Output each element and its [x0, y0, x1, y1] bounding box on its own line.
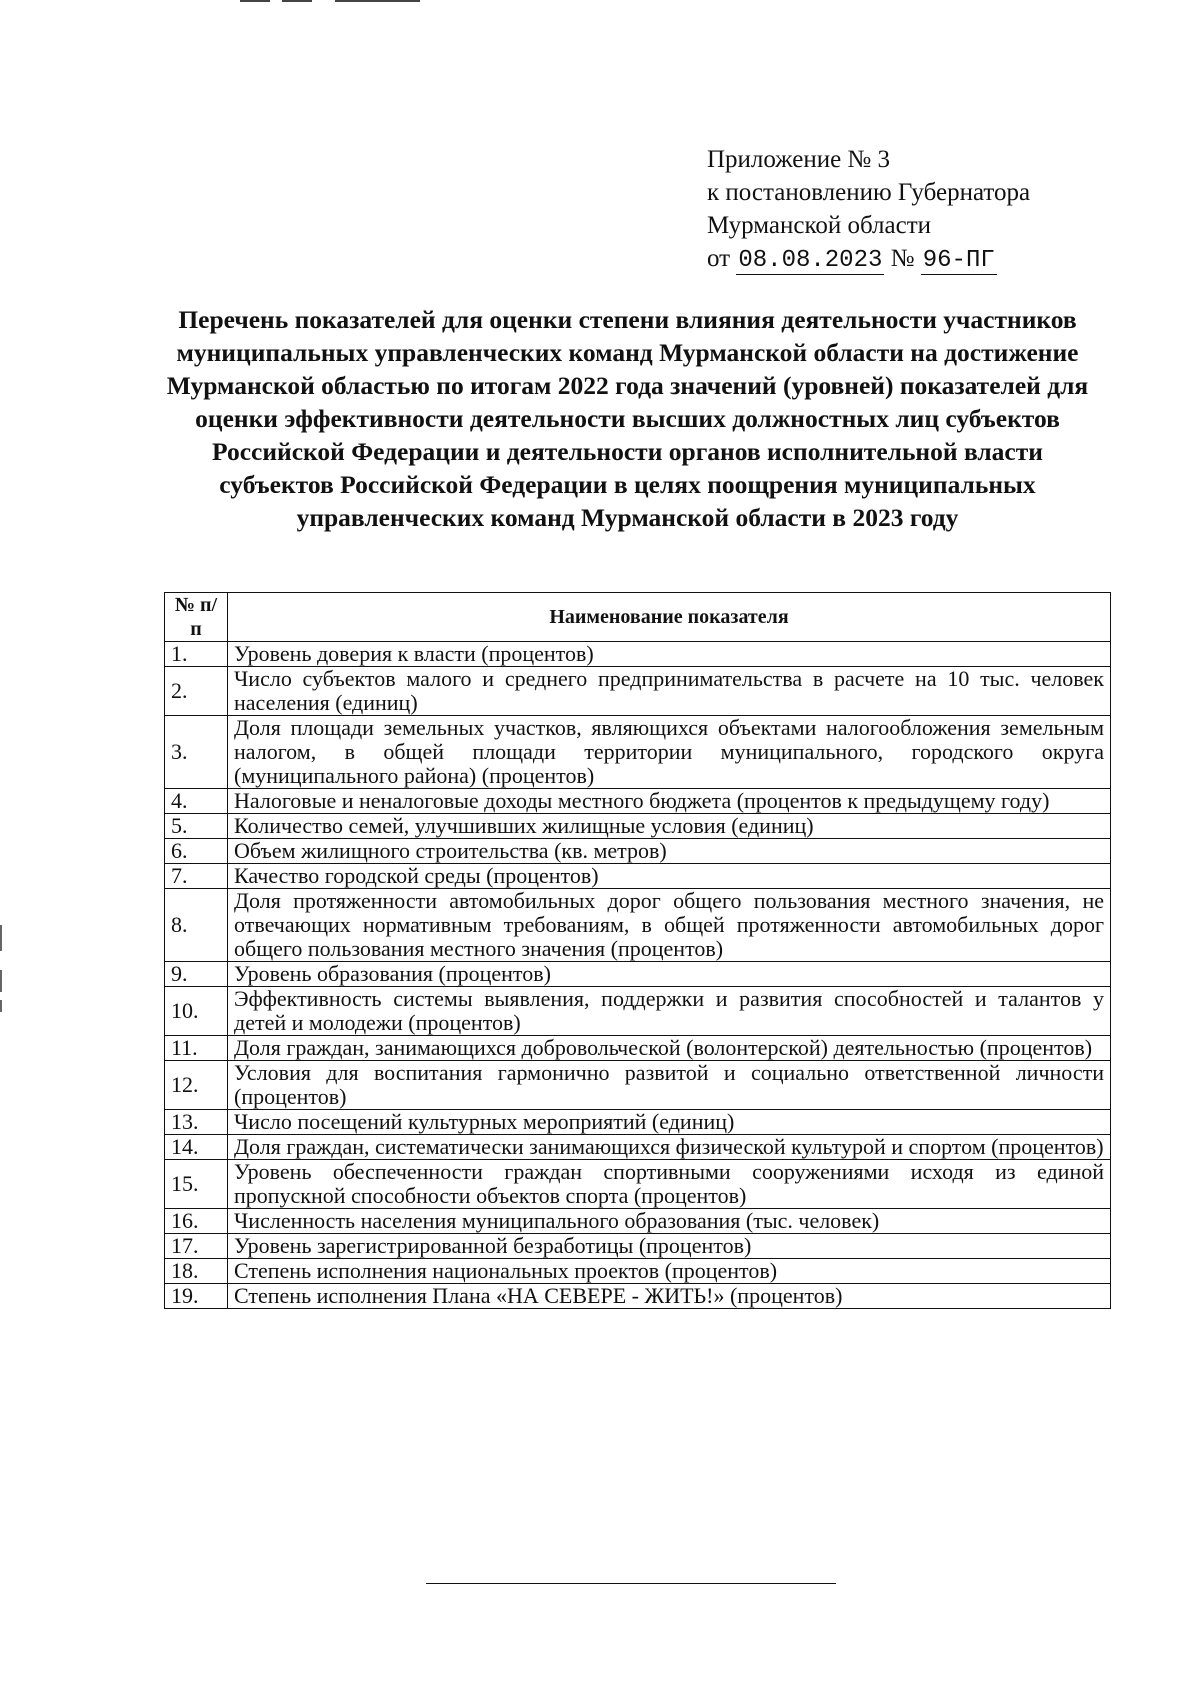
row-number: 14.	[165, 1135, 228, 1160]
row-number: 5.	[165, 814, 228, 839]
indicator-name: Уровень образования (процентов)	[228, 962, 1111, 987]
table-body	[165, 642, 1111, 1309]
indicator-name: Эффективность системы выявления, поддержки и развития способностей и талантов у детей и молодежи (процентов)	[228, 987, 1111, 1036]
indicator-name: Степень исполнения Плана «НА СЕВЕРЕ - ЖИТЬ!» (процентов)	[228, 1284, 1111, 1309]
indicator-name: Условия для воспитания гармонично развитой и социально ответственной личности (процентов)	[228, 1061, 1111, 1110]
indicator-name: Количество семей, улучшивших жилищные условия (единиц)	[228, 814, 1111, 839]
table-row	[165, 1234, 1111, 1259]
table-row	[165, 1160, 1111, 1209]
row-number: 19.	[165, 1284, 228, 1309]
indicator-name: Число посещений культурных мероприятий (единиц)	[228, 1110, 1111, 1135]
row-number: 11.	[165, 1036, 228, 1061]
document-title: Перечень показателей для оценки степени влияния деятельности участников муниципальных управленческих команд Мурманской области на достижение Мурманской областью по итогам 2022 года значений (уровней) показателей для оценки эффективности деятельности высших должностных лиц субъектов Российской Федерации и деятельности органов исполнительной власти субъектов Российской Федерации в целях поощрения муниципальных управленческих команд Мурманской области в 2023 году	[166, 305, 1089, 532]
indicator-name: Доля протяженности автомобильных дорог общего пользования местного значения, не отвечающих нормативным требованиям, в общей протяженности автомобильных дорог общего пользования местного значения (процентов)	[228, 889, 1111, 962]
indicators-table	[164, 592, 1111, 1309]
decree-number: 96-ПГ	[922, 247, 995, 274]
table-row	[165, 987, 1111, 1036]
row-number: 9.	[165, 962, 228, 987]
table-row	[165, 814, 1111, 839]
table-row	[165, 1209, 1111, 1234]
appendix-date-line	[707, 242, 1127, 277]
row-number: 17.	[165, 1234, 228, 1259]
row-number: 12.	[165, 1061, 228, 1110]
row-number: 13.	[165, 1110, 228, 1135]
row-number: 18.	[165, 1259, 228, 1284]
table-row	[165, 642, 1111, 667]
table-row	[165, 1135, 1111, 1160]
table-row	[165, 667, 1111, 716]
indicator-name: Число субъектов малого и среднего предпринимательства в расчете на 10 тыс. человек населения (единиц)	[228, 667, 1111, 716]
row-number: 1.	[165, 642, 228, 667]
table-row	[165, 716, 1111, 789]
date-prefix: от	[707, 245, 731, 272]
table-row	[165, 889, 1111, 962]
appendix-decree-ref: к постановлению Губернатора	[707, 179, 1031, 206]
indicator-name: Степень исполнения национальных проектов (процентов)	[228, 1259, 1111, 1284]
appendix-number: Приложение № 3	[707, 146, 891, 173]
indicator-name: Доля граждан, систематически занимающихся физической культурой и спортом (процентов)	[228, 1135, 1111, 1160]
table-row	[165, 789, 1111, 814]
indicator-name: Доля площади земельных участков, являющихся объектами налогообложения земельным налогом, в общей площади территории муниципального, городского округа (муниципального района) (процентов)	[228, 716, 1111, 789]
table-row	[165, 839, 1111, 864]
indicator-name: Уровень обеспеченности граждан спортивными сооружениями исходя из единой пропускной способности объектов спорта (процентов)	[228, 1160, 1111, 1209]
decree-date: 08.08.2023	[738, 247, 883, 274]
row-number: 10.	[165, 987, 228, 1036]
row-number: 3.	[165, 716, 228, 789]
table-row	[165, 1110, 1111, 1135]
table-row	[165, 962, 1111, 987]
header-num: № п/п	[165, 593, 228, 642]
row-number: 16.	[165, 1209, 228, 1234]
closing-divider	[426, 1583, 836, 1584]
row-number: 4.	[165, 789, 228, 814]
indicator-name: Объем жилищного строительства (кв. метров)	[228, 839, 1111, 864]
indicator-name: Качество городской среды (процентов)	[228, 864, 1111, 889]
indicator-name: Уровень зарегистрированной безработицы (процентов)	[228, 1234, 1111, 1259]
table-row	[165, 1061, 1111, 1110]
row-number: 15.	[165, 1160, 228, 1209]
row-number: 6.	[165, 839, 228, 864]
row-number: 8.	[165, 889, 228, 962]
indicator-name: Уровень доверия к власти (процентов)	[228, 642, 1111, 667]
row-number: 2.	[165, 667, 228, 716]
appendix-header	[707, 143, 1127, 277]
row-number: 7.	[165, 864, 228, 889]
scan-artifact-top	[240, 0, 440, 4]
appendix-region: Мурманской области	[707, 212, 932, 239]
table-row	[165, 864, 1111, 889]
indicator-name: Численность населения муниципального образования (тыс. человек)	[228, 1209, 1111, 1234]
table-row	[165, 1259, 1111, 1284]
table-row	[165, 1036, 1111, 1061]
header-name: Наименование показателя	[228, 593, 1111, 642]
table-header-row	[165, 593, 1111, 642]
indicator-name: Налоговые и неналоговые доходы местного бюджета (процентов к предыдущему году)	[228, 789, 1111, 814]
table-row	[165, 1284, 1111, 1309]
number-prefix: №	[890, 245, 915, 272]
indicator-name: Доля граждан, занимающихся добровольческой (волонтерской) деятельностью (процентов)	[228, 1036, 1111, 1061]
